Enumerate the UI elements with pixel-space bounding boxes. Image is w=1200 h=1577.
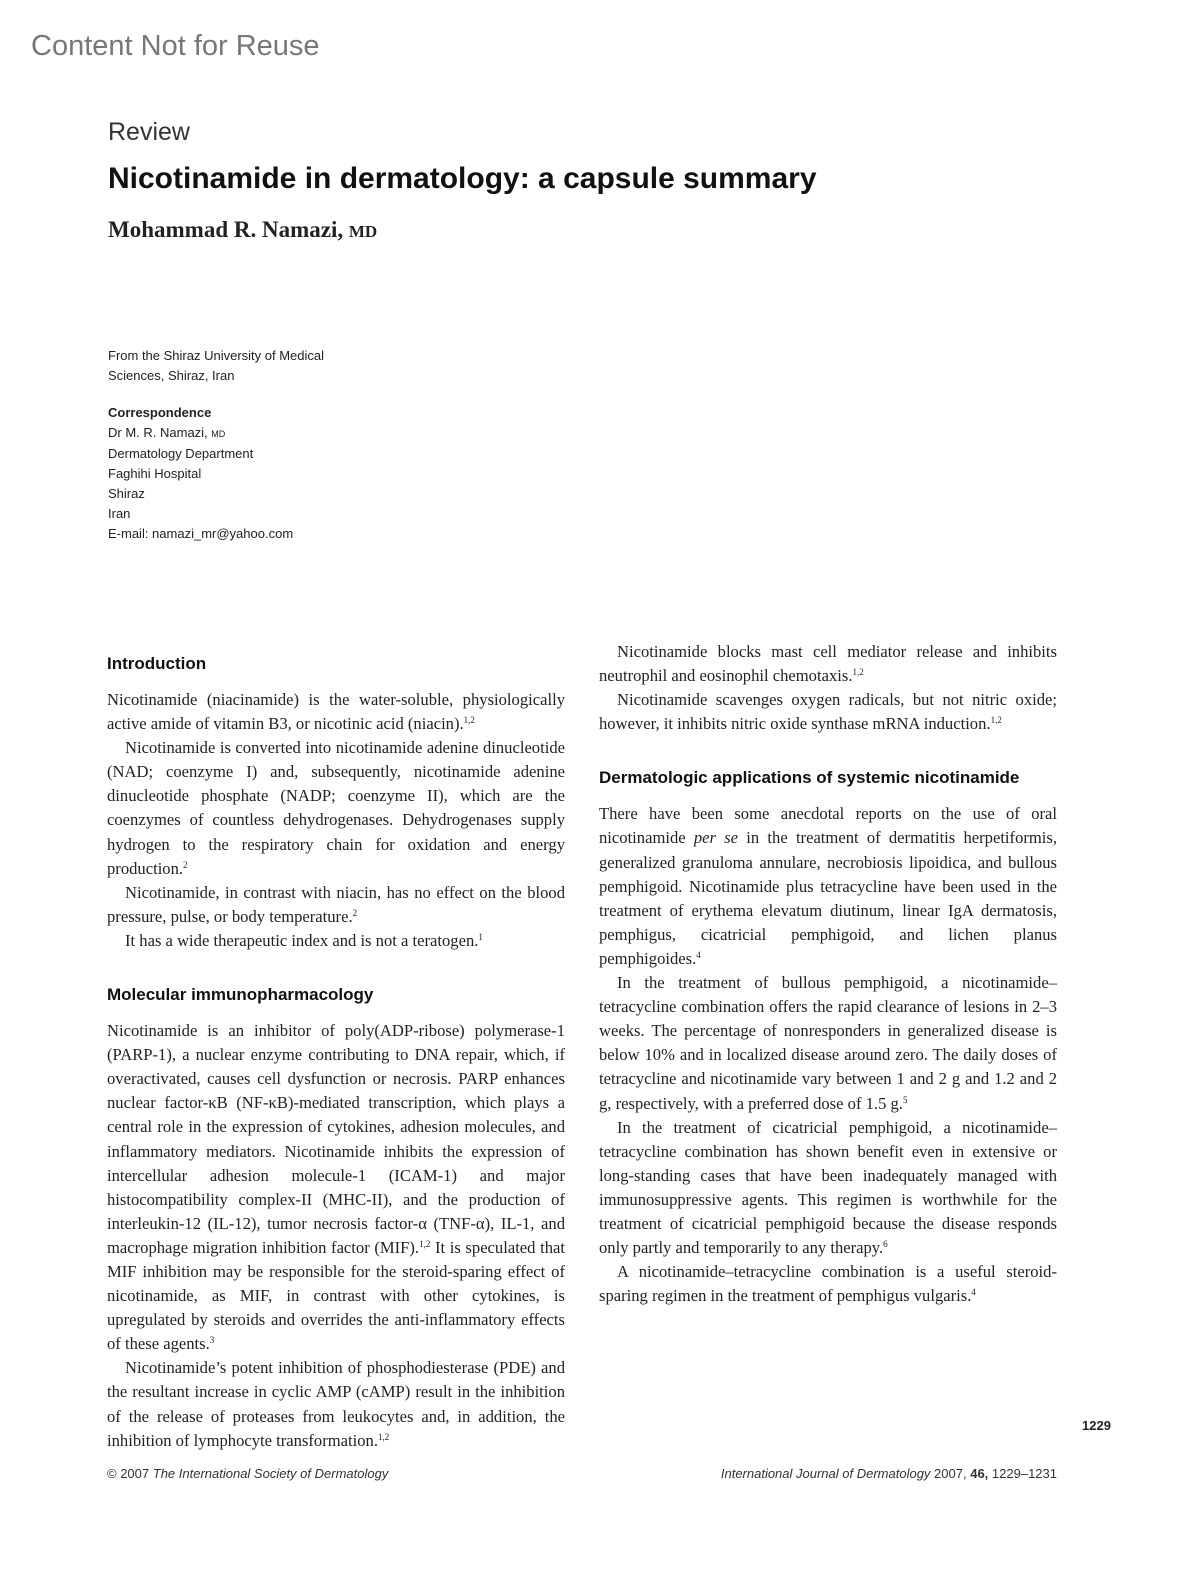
affiliation-line: Sciences, Shiraz, Iran — [108, 368, 235, 383]
citation: 1 — [478, 931, 483, 942]
section-heading-dermatologic: Dermatologic applications of systemic nicotinamide — [599, 768, 1020, 788]
paragraph: Nicotinamide (niacinamide) is the water-soluble, physiologically active amide of vitamin B3, or nicotinic acid (niacin).$^{1,2}$ — [107, 690, 565, 734]
citation: 6 — [883, 1239, 888, 1250]
author-name: Mohammad R. Namazi, — [108, 217, 344, 242]
citation: 1,2 — [378, 1431, 390, 1442]
correspondence-email[interactable]: E-mail: namazi_mr@yahoo.com — [108, 526, 294, 541]
citation: 1,2 — [419, 1238, 431, 1249]
correspondence-block — [108, 403, 293, 544]
paragraph: Nicotinamide’s potent inhibition of phosphodiesterase (PDE) and the resultant increase in cyclic AMP (cAMP) result in the inhibition of the release of proteases from leukocytes and, in addition, the inhibition of lymphocyte transformation.$^{1,2}$ — [107, 1358, 565, 1450]
paragraph: In the treatment of bullous pemphigoid, a nicotinamide–tetracycline combination offers the rapid clearance of lesions in 2–3 weeks. The percentage of nonresponders in generalized disease is below 10% and in localized disease around zero. The daily doses of tetracycline and nicotinamide vary between 1 and 2 g and 1.2 and 2 g, respectively, with a preferred dose of 1.5 g.$^5$ — [599, 973, 1057, 1113]
citation: 4 — [696, 949, 701, 960]
author-line — [108, 217, 377, 243]
correspondence-line: Faghihi Hospital — [108, 466, 202, 481]
correspondence-line: Dermatology Department — [108, 446, 254, 461]
paragraph: There have been some anecdotal reports on the use of oral nicotinamide per se in the treatment of dermatitis herpetiformis, generalized granuloma annulare, necrobiosis lipoidica, and bullous pemphigoid. Nicotinamide plus tetracycline have been used in the treatment of erythema elevatum diutinum, linear IgA dermatosis, pemphigus, cicatricial pemphigoid, and lichen planus pemphigoides.$^4$ — [599, 804, 1058, 968]
paragraph: Nicotinamide is converted into nicotinamide adenine dinucleotide (NAD; coenzyme I) and, subsequently, nicotinamide adenine dinucleotide phosphate (NADP; coenzyme II), which are the coenzymes of countless dehydrogenases. Dehydrogenases supply hydrogen to the respiratory chain for oxidation and energy production.$^2$ — [107, 738, 565, 878]
paragraph: Nicotinamide, in contrast with niacin, has no effect on the blood pressure, pulse, or body temperature.$^2$ — [107, 882, 565, 926]
section-label: Review — [108, 118, 190, 146]
paragraph: Nicotinamide blocks mast cell mediator release and inhibits neutrophil and eosinophil chemotaxis.$^{1,2}$ — [599, 642, 1057, 686]
paragraph: A nicotinamide–tetracycline combination is a useful steroid-sparing regimen in the treatment of pemphigus vulgaris.$^4$ — [599, 1262, 1057, 1306]
citation: 1,2 — [990, 715, 1002, 726]
correspondence-heading: Correspondence — [108, 405, 212, 420]
body-column-left — [107, 652, 565, 1453]
correspondence-line: Iran — [108, 506, 131, 521]
author-degree: MD — [348, 222, 378, 241]
body-column-right — [599, 640, 1057, 1308]
footer-citation: International Journal of Dermatology 2007, 46, 1229–1231 — [720, 1466, 1057, 1481]
citation: 1,2 — [463, 715, 475, 726]
article-title: Nicotinamide in dermatology: a capsule summary — [108, 162, 817, 195]
section-heading-molecular: Molecular immunopharmacology — [107, 985, 374, 1005]
citation: 5 — [902, 1094, 908, 1105]
footer-copyright: © 2007 The International Society of Dermatology — [107, 1466, 389, 1481]
paragraph: In the treatment of cicatricial pemphigoid, a nicotinamide–tetracycline combination has shown benefit even in extensive or long-standing cases that have been inadequately managed with immunosuppressive agents. This regimen is worthwhile for the treatment of cicatricial pemphigoid because the disease responds only partly and temporarily to any therapy.$^6$ — [599, 1117, 1057, 1258]
correspondence-name-line — [108, 423, 293, 444]
page-number: 1229 — [1082, 1418, 1111, 1433]
citation: 4 — [971, 1287, 976, 1298]
citation: 2 — [352, 907, 358, 918]
citation: 2 — [183, 859, 188, 870]
paragraph: Nicotinamide is an inhibitor of poly(ADP-ribose) polymerase-1 (PARP-1), a nuclear enzyme contributing to DNA repair, which, if overactivated, causes cell dysfunction or necrosis. PARP enhances nuclear factor-κB (NF-κB)-mediated transcription, which plays a central role in the expression of cytokines, adhesion molecules, and inflammatory mediators. Nicotinamide inhibits the expression of intercellular adhesion molecule-1 (ICAM-1) and major histocompatibility complex-II (MHC-II), and the production of interleukin-12 (IL-12), tumor necrosis factor-α (TNF-α), IL-1, and macrophage migration inhibition factor (MIF).$^{1,2}$ It is speculated that MIF inhibition may be responsible for the steroid-sparing effect of nicotinamide, as MIF, in contrast with other cytokines, is upregulated by steroids and overrides the anti-inflammatory effects of these agents.$^3$ — [107, 1021, 565, 1354]
correspondence-line: Shiraz — [108, 486, 145, 501]
watermark: Content Not for Reuse — [31, 30, 320, 62]
affiliation — [108, 346, 324, 386]
citation: 3 — [209, 1335, 215, 1346]
correspondence-name: Dr M. R. Namazi, — [108, 425, 208, 440]
section-heading-introduction: Introduction — [107, 654, 207, 673]
affiliation-line: From the Shiraz University of Medical — [108, 348, 325, 363]
paragraph: Nicotinamide scavenges oxygen radicals, but not nitric oxide; however, it inhibits nitric oxide synthase mRNA induction.$^{1,2}$ — [599, 690, 1057, 734]
citation: 1,2 — [852, 667, 864, 678]
correspondence-degree: MD — [211, 429, 226, 439]
paragraph: It has a wide therapeutic index and is not a teratogen.$^1$ — [125, 930, 483, 950]
